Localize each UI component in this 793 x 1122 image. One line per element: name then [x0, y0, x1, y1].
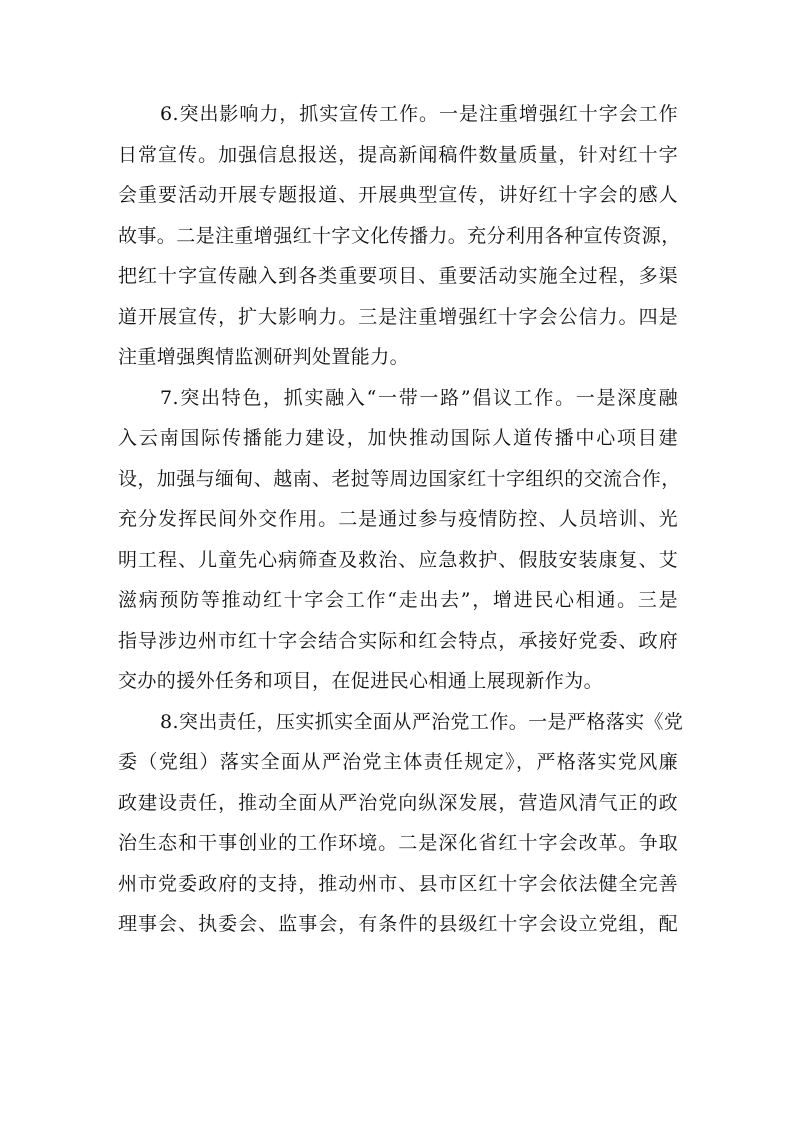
text-line: 会重要活动开展专题报道、开展典型宣传，讲好红十字会的感人: [118, 184, 678, 206]
text-line: 州市党委政府的支持，推动州市、县市区红十字会依法健全完善: [118, 872, 678, 895]
text-line: 7.突出特色，抓实融入“一带一路”倡议工作。一是深度融: [160, 386, 678, 409]
text-line: 交办的援外任务和项目，在促进民心相通上展现新作为。: [118, 670, 604, 692]
text-line: 政建设责任，推动全面从严治党向纵深发展，营造风清气正的政: [118, 791, 678, 814]
text-line: 指导涉边州市红十字会结合实际和红会特点，承接好党委、政府: [118, 629, 678, 652]
text-line: 滋病预防等推动红十字会工作“走出去”，增进民心相通。三是: [118, 589, 678, 611]
text-line: 注重增强舆情监测研判处置能力。: [118, 346, 410, 368]
paragraph-6-publicity: [118, 94, 681, 378]
text-line: 把红十字宣传融入到各类重要项目、重要活动实施全过程，多渠: [118, 265, 678, 287]
text-line: 故事。二是注重增强红十字文化传播力。充分利用各种宣传资源，: [118, 224, 681, 247]
paragraph-7-belt-and-road: [118, 378, 681, 702]
text-line: 理事会、执委会、监事会，有条件的县级红十字会设立党组，配: [118, 913, 678, 935]
text-line: 日常宣传。加强信息报送，提高新闻稿件数量质量，针对红十字: [118, 143, 678, 166]
text-line: 入云南国际传播能力建设，加快推动国际人道传播中心项目建: [118, 427, 678, 449]
text-line: 委（党组）落实全面从严治党主体责任规定》，严格落实党风廉: [118, 751, 678, 773]
text-line: 治生态和干事创业的工作环境。二是深化省红十字会改革。争取: [118, 832, 678, 854]
text-line: 明工程、儿童先心病筛查及救治、应急救护、假肢安装康复、艾: [118, 548, 678, 571]
text-line: 8.突出责任，压实抓实全面从严治党工作。一是严格落实《党: [160, 710, 684, 733]
paragraph-8-party-governance: [118, 702, 684, 945]
text-line: 充分发挥民间外交作用。二是通过参与疫情防控、人员培训、光: [118, 508, 678, 530]
text-line: 6.突出影响力，抓实宣传工作。一是注重增强红十字会工作: [160, 103, 678, 125]
text-line: 道开展宣传，扩大影响力。三是注重增强红十字会公信力。四是: [118, 305, 678, 328]
document-body: [118, 94, 684, 945]
text-line: 设，加强与缅甸、越南、老挝等周边国家红十字组织的交流合作，: [118, 467, 681, 490]
